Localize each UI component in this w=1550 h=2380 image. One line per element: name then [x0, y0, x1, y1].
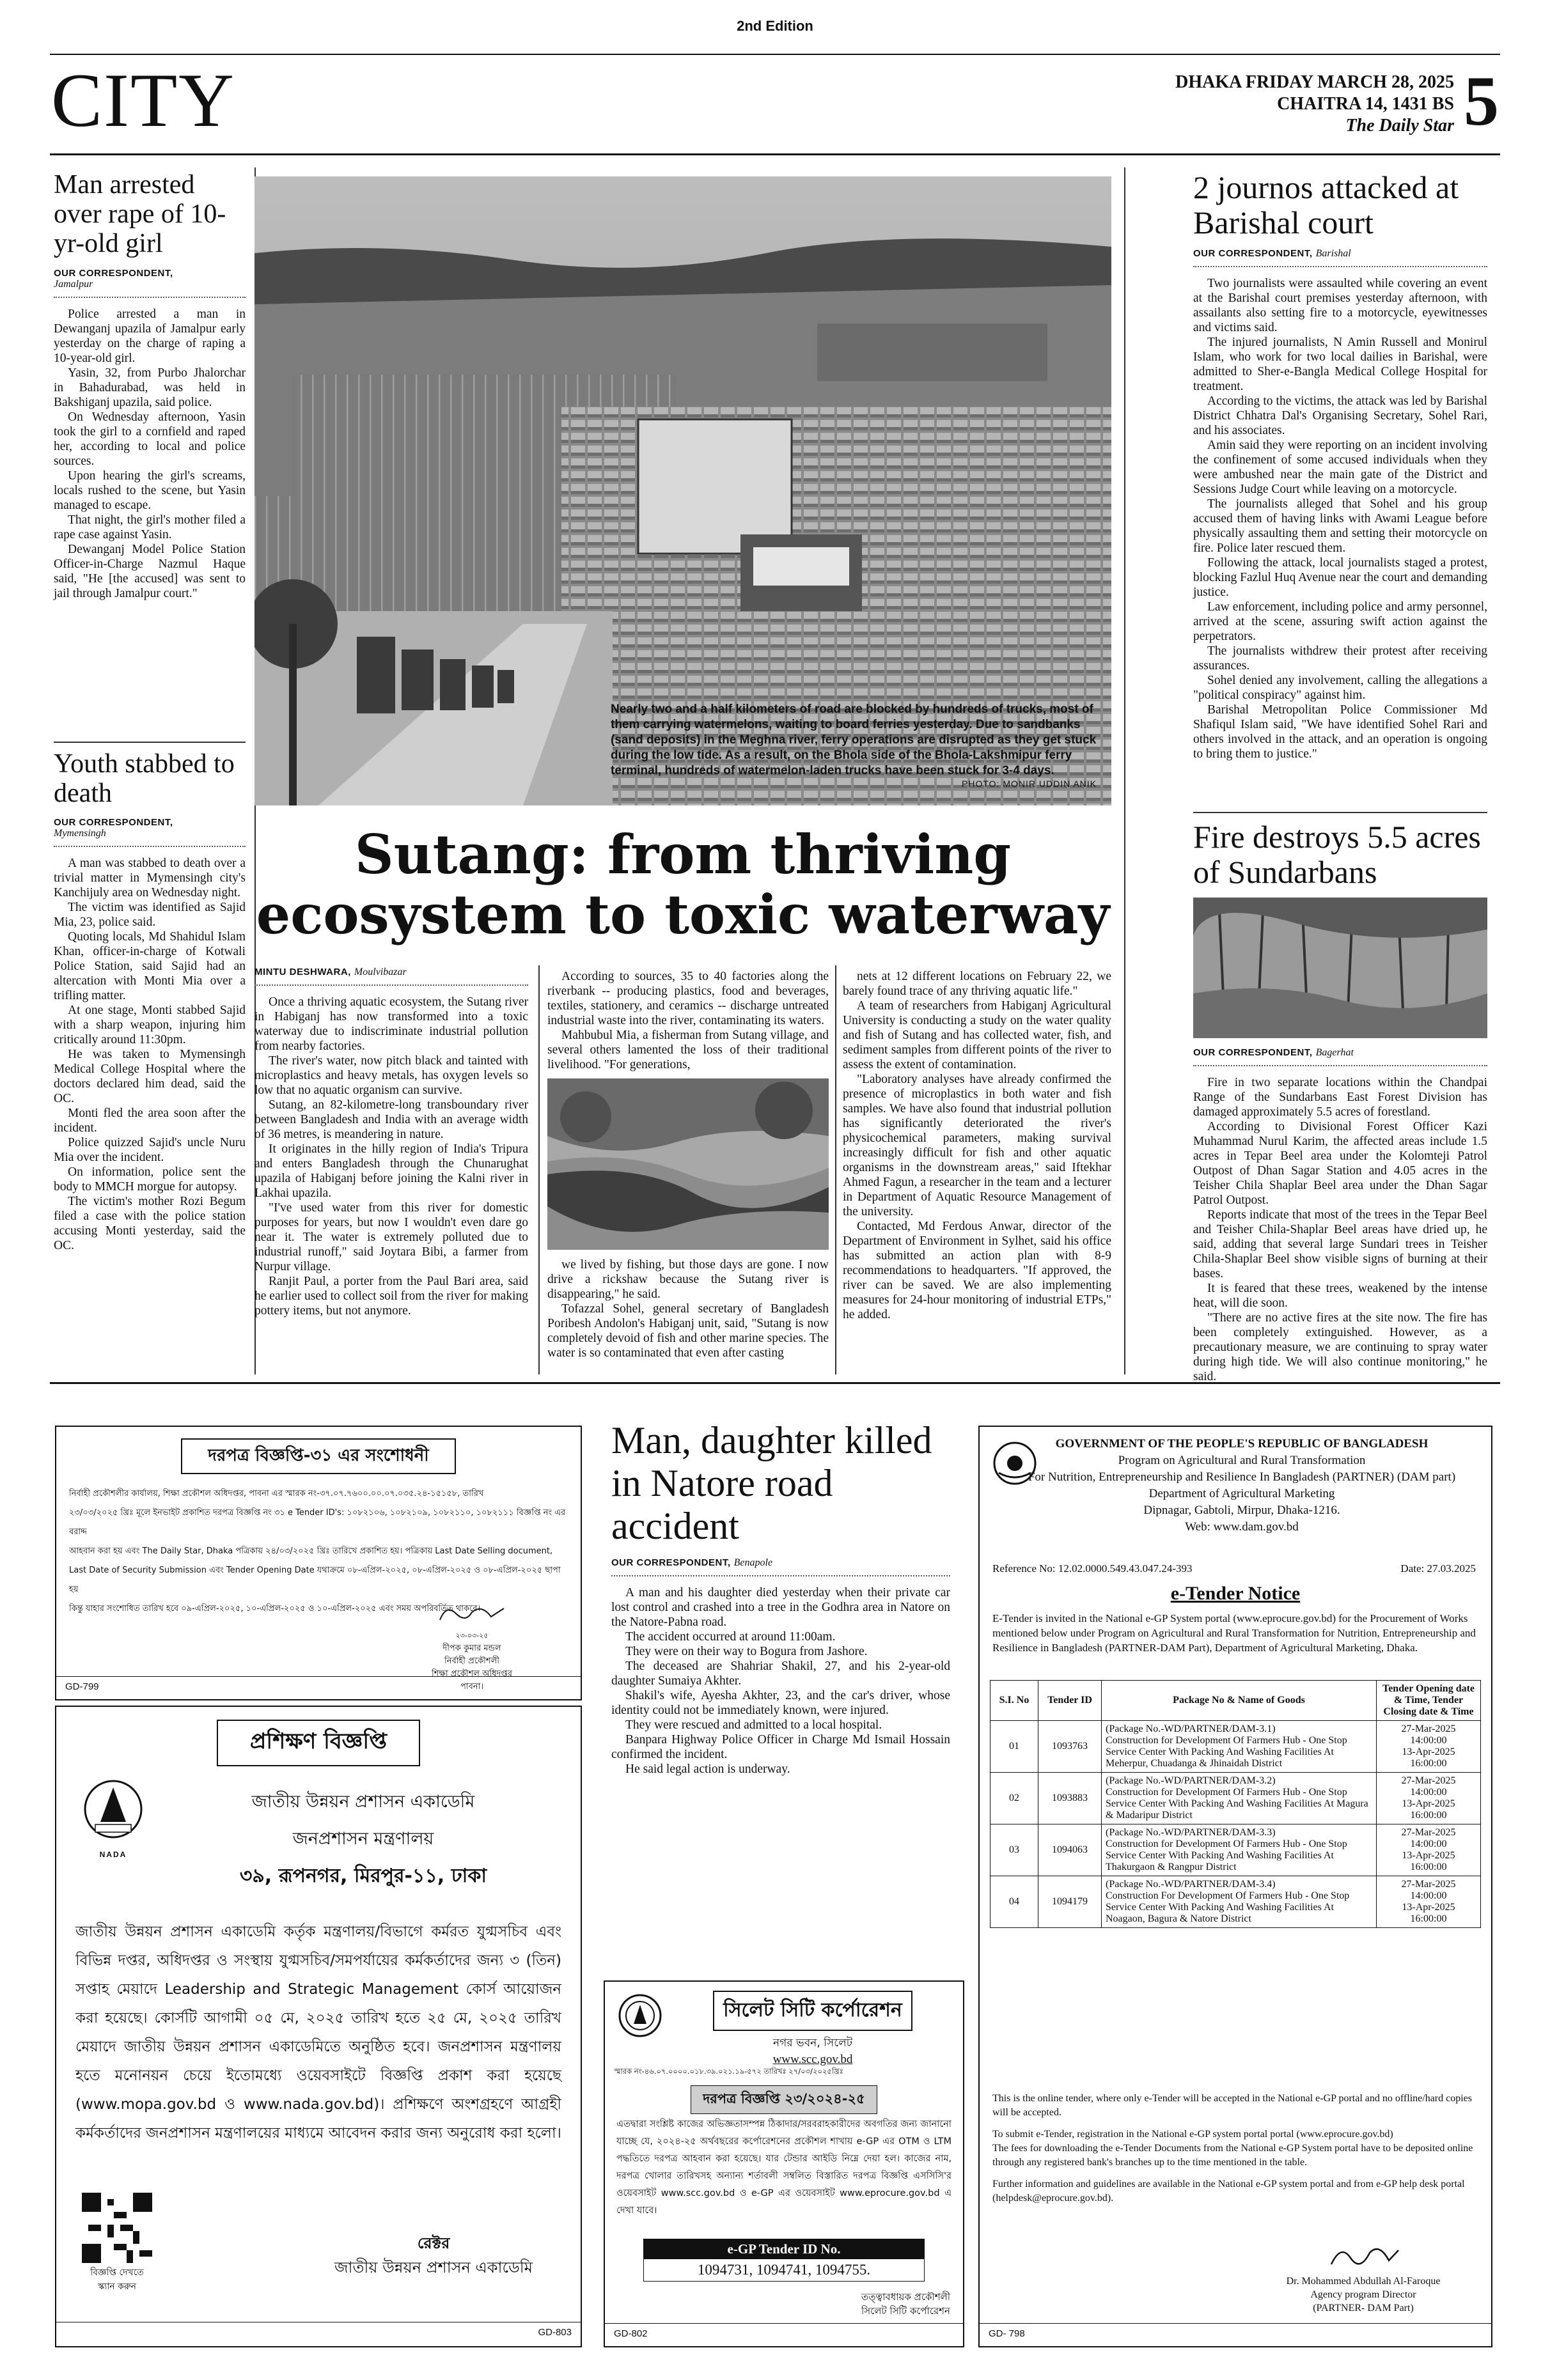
forest-photo [1193, 898, 1487, 1038]
masthead-rule [50, 153, 1500, 155]
ad-website[interactable]: www.scc.gov.bd [772, 2053, 853, 2066]
page-number: 5 [1464, 62, 1499, 140]
story-byline: OUR CORRESPONDENT, [54, 267, 173, 279]
column-rule [538, 965, 540, 1374]
ad-header: GOVERNMENT OF THE PEOPLE'S REPUBLIC OF BANGLADESH Program on Agricultural and Rural Transformation For Nutrition, Entrepreneurship and Resilience In Bangladesh (PARTNER) (DAM part) Department of Agricultural Marketing Dipnagar, Gabtoli, Mirpur, Dhaka-1216. Web: www.dam.gov.bd [1028, 1437, 1456, 1534]
signature-icon [1325, 2239, 1402, 2271]
qr-code-icon[interactable] [82, 2193, 152, 2263]
notice-date: Date: 27.03.2025 [1400, 1562, 1476, 1575]
divider [611, 1575, 950, 1576]
story-headline: Fire destroys 5.5 acres of Sundarbans [1193, 819, 1481, 890]
story-youth-stabbed [54, 749, 246, 1253]
ad-code: GD- 798 [989, 2328, 1025, 2339]
fold-rule [50, 1382, 1500, 1384]
table-row: 01 1093763 (Package No.-WD/PARTNER/DAM-3.1) Construction for Development Of Farmers Hub - One Stop Service Center With Packing And Washing Facilities At Meherpur, Chuadanga & Jhinaidah District 27-Mar-2025 14:00:00 13-Apr-2025 16:00:00 [990, 1721, 1481, 1773]
story-byline: MINTU DESHWARA, Moulvibazar [254, 967, 407, 977]
river-photo [547, 1078, 829, 1250]
table-row: 03 1094063 (Package No.-WD/PARTNER/DAM-3.3) Construction for Development Of Farmers Hub - One Stop Service Center With Packing And Washing Facilities At Thakurgaon & Rangpur District 27-Mar-2025 14:00:00 13-Apr-2025 16:00:00 [990, 1824, 1481, 1876]
sylhet-tender-ad [604, 1980, 964, 2347]
lead-headline: Sutang: from thriving ecosystem to toxic waterway [256, 823, 1110, 946]
edition-label: 2nd Edition [737, 18, 813, 34]
scc-logo [618, 1993, 662, 2041]
ad-header: জাতীয় উন্নয়ন প্রশাসন একাডেমি জনপ্রশাসন মন্ত্রণালয় ৩৯, রূপনগর, মিরপুর-১১, ঢাকা [239, 1792, 487, 1887]
story-byline: OUR CORRESPONDENT, Bagerhat [1193, 1047, 1354, 1058]
photo-caption-box [611, 702, 1097, 789]
table-row: 02 1093883 (Package No.-WD/PARTNER/DAM-3.2) Construction for Development Of Farmers Hub - One Stop Service Center With Packing And Washing Facilities At Magura & Madaripur District 27-Mar-2025 14:00:00 13-Apr-2025 16:00:00 [990, 1773, 1481, 1824]
tender-table [990, 1680, 1481, 1928]
paper-name: The Daily Star [1345, 116, 1454, 136]
story-headline: Man, daughter killed in Natore road accident [611, 1419, 932, 1548]
academy-logo-icon [81, 1777, 145, 1847]
story-headline: 2 journos attacked at Barishal court [1193, 169, 1459, 240]
ad-signature: ২৩-০৩-২৫ দীপক কুমার মন্ডল নির্বাহী প্রকৌশলী শিক্ষা প্রকৌশল অধিদপ্তর পাবনা। [389, 1601, 555, 1693]
ad-signature: রেক্টর জাতীয় উন্নয়ন প্রশাসন একাডেমি [334, 2234, 533, 2276]
lead-col-3: nets at 12 different locations on February 22, we barely found trace of any thriving aquatic life." A team of researchers from Habiganj Agricultural University is conducting a study on the water quality and fish of Sutang and has collected water, fish, and sediment samples from different points of the river to assess the extent of contamination. "Laboratory analyses have already confirmed the presence of microplastics in both water and fish samples. We have also found that industrial pollution has significantly deteriorated the river's physicochemical parameters, making survival increasingly difficult for fish and other aquatic organisms in the downstream areas," said Iftekhar Ahmed Fagun, a researcher in the team and a lecturer in Department of Aquatic Resource Management of the university. Contacted, Md Ferdous Anwar, director of the Department of Environment in Sylhet, said his office has submitted an action plan with 8-9 recommendations to headquarters. "If approved, the river can be saved. We are also implementing measures for 24-hour monitoring of industrial ETPs," he added. [843, 970, 1111, 1321]
story-natore-accident: Man, daughter killed in Natore road accident OUR CORRESPONDENT, Benapole A man and his daughter died yesterday when their private car lost control and crashed into a tree in the Godhra area in Natore on the Natore-Pabna road. The accident occurred at around 11:00am. They were on their way to Bogura from Jashore. The deceased are Shahriar Shakil, 27, and his 2-year-old daughter Sumaiya Akhter. Shakil's wife, Ayesha Akhter, 23, and the car's driver, whose identity could not be immediately known, were injured. They were rescued and admitted to a local hospital. Banpara Highway Police Officer in Charge Md Ismail Hossain confirmed the incident. He said legal action is underway. [611, 1419, 950, 1776]
column-rule [1124, 167, 1125, 1374]
ad-body: এতদ্বারা সংশ্লিষ্ট কাজের অভিজ্ঞতাসম্পন্ন ঠিকাদার/সরবরাহকারীদের অবগতির জন্য জানানো যাচ্ছে যে, ২০২৪-২৫ অর্থবছরের কর্পোরেশনের প্রকৌশল শাখায় e-GP এর OTM ও LTM পদ্ধতিতে দরপত্র আহবান করা হয়েছে। যার টেন্ডার আইডি নিম্নে দেয়া হল। কাজের নাম, দরপত্র খোলার তারিখসহ অন্যান্য শর্তাবলী সম্বলিত বিস্তারিত দরপত্র বিজ্ঞপ্তি এসসিসি'র ওয়েবসাইট www.scc.gov.bd ও e-GP এর ওয়েবসাইট www.eprocure.gov.bd এ দেখা যাবে। [616, 2119, 951, 2216]
lead-col-2: According to sources, 35 to 40 factories along the riverbank -- producing plastics, food and beverages, textiles, stationery, and ceramics -- discharge untreated industrial waste into the river, contaminating its waters. Mahbubul Mia, a fisherman from Sutang village, and several others lamented the loss of their traditional livelihood. "For generations, we lived by fishing, but those days are gone. I now drive a rickshaw because the Sutang river is disappearing," he said. Tofazzal Sohel, general secretary of Bangladesh Poribesh Andolon's Habiganj unit, said, "Sutang is now completely devoid of fish and other marine species. The water is so contaminated that even after casting [547, 970, 829, 1360]
divider [54, 846, 246, 847]
table-header-row: S.I. No Tender ID Package No & Name of Goods Tender Opening date & Time, Tender Closing date & Time [990, 1681, 1481, 1721]
story-byline: OUR CORRESPONDENT, [54, 817, 173, 828]
river-photo-image [547, 1078, 829, 1250]
story-body: A man was stabbed to death over a trivial matter in Mymensingh city's Kanchijuly area on Wednesday night. The victim was identified as Sajid Mia, 23, police said. Quoting locals, Md Shahidul Islam Khan, officer-in-charge of Kotwali Police Station, said Sajid had an altercation with Monti Mia over a trifling matter. At one stage, Monti stabbed Sajid with a sharp weapon, injuring him critically around 11:30pm. He was taken to Mymensingh Medical College Hospital where the doctors declared him dead, said the OC. Monti fled the area soon after the incident. Police quizzed Sajid's uncle Nuru Mia over the incident. On information, police sent the body to MMCH morgue for autopsy. The victim's mother Rozi Begum filed a case with the police station accusing Monti yesterday, said the OC. [54, 857, 246, 1253]
story-headline: Youth stabbed to death [54, 749, 235, 809]
story-byline: OUR CORRESPONDENT, Barishal [1193, 248, 1351, 259]
section-title: CITY [51, 58, 235, 143]
ad-signature: তত্ত্বাবধায়ক প্রকৌশলী সিলেট সিটি কর্পোরেশন [861, 2291, 950, 2317]
ad-title: দরপত্র বিজ্ঞপ্তি-৩১ এর সংশোধনী [181, 1438, 455, 1474]
ad-code: GD-802 [614, 2328, 648, 2339]
tender-table-wrap [990, 1680, 1481, 1928]
qr-block: বিজ্ঞপ্তি দেখতে স্ক্যান করুন [75, 2193, 159, 2294]
story-journos-attacked: 2 journos attacked at Barishal court OUR CORRESPONDENT, Barishal Two journalists were assaulted while covering an event at the Barishal court premises yesterday afternoon, with assailants also setting fire to a motorcycle, eyewitnesses and victims said. The injured journalists, N Amin Russell and Monirul Islam, who work for two local dailies in Barishal, were admitted to Sher-e-Bangla Medical College Hospital for treatment. According to the victims, the attack was led by Barishal District Chhatra Dal's Organising Secretary, Sohel Rari, and his associates. Amin said they were reporting on an incident involving the confinement of some accused individuals when they were ambushed near the main gate of the District and Sessions Judge Court while leaving on a motorcycle. The journalists alleged that Sohel and his group accused them of having links with Awami League before physically assaulting them and setting their motorcycle on fire. Police later rescued them. Following the attack, local journalists staged a protest, blocking Fazlul Huq Avenue near the court and demanding justice. Law enforcement, including police and army personnel, arrived at the scene, assuring swift action against the perpetrators. The journalists withdrew their protest after receiving assurances. Sohel denied any involvement, calling the allegations a "political conspiracy" against him. Barishal Metropolitan Police Commissioner Md Shafiqul Islam said, "We have identified Sohel Rari and others involved in the attack, and an operation is ongoing to bring them to justice." [1193, 169, 1487, 761]
ad-code: GD-803 [538, 2327, 572, 2338]
e-tender-notice-ad [978, 1426, 1492, 2347]
photo-caption: Nearly two and a half kilometers of road are blocked by hundreds of trucks, most of them carrying watermelons, waiting to board ferries yesterday. Due to sandbanks (sand deposits) in the Meghna river, ferry operations are disrupted as they get stuck during the low tide. As a result, on the Bhola side of the Bhola-Lakshmipur ferry terminal, hundreds of watermelon-laden trucks have been stuck for 3-4 days. [611, 703, 1097, 777]
ad-subtitle: নগর ভবন, সিলেট [773, 2037, 852, 2049]
ad-title: প্রশিক্ষণ বিজ্ঞপ্তি [217, 1720, 420, 1766]
divider [1193, 1065, 1487, 1066]
lead-col-1: MINTU DESHWARA, Moulvibazar Once a thriving aquatic ecosystem, the Sutang river in Habiganj has now transformed into a toxic waterway due to indiscriminate industrial pollution from nearby factories. The river's water, now pitch black and tainted with microplastics and heavy metals, has oxygen levels so low that no aquatic organism can survive. Sutang, an 82-kilometre-long transboundary river between Bangladesh and India with an average width of 36 metres, is meandering in nature. It originates in the hilly region of India's Tripura and enters Bangladesh through the Chunarughat upazila of Habiganj before joining the Kalni river in Lakhai upazila. "I've used water from this river for domestic purposes for years, but now I wouldn't even dare go near it. The water is extremely polluted due to industrial runoff," said Joytara Bibi, a farmer from Nurpur village. Ranjit Paul, a porter from the Paul Bari area, said he earlier used to collect soil from the river for making pottery items, but not anymore. [254, 967, 528, 1318]
story-rape-arrest [54, 170, 246, 601]
bangla-date: CHAITRA 14, 1431 BS [1277, 94, 1454, 114]
logo-text: NADA [99, 1850, 127, 1859]
notice-title: দরপত্র বিজ্ঞপ্তি ২৩/২০২৪-২৫ [691, 2085, 877, 2114]
nada-logo [78, 1777, 148, 1859]
city-corporation-logo-icon [618, 1993, 662, 2038]
training-notice-ad [55, 1706, 582, 2347]
divider [1193, 812, 1487, 813]
tender-amendment-ad [55, 1426, 582, 1700]
ad-body: জাতীয় উন্নয়ন প্রশাসন একাডেমি কর্তৃক মন্ত্রণালয়/বিভাগে কর্মরত যুগ্মসচিব এবং বিভিন্ন দপ্তর, অধিদপ্তর ও সংস্থায় যুগ্মসচিব/সমপর্যায়ের কর্মকর্তাদের জন্য ৩ (তিন) সপ্তাহ মেয়াদে Leadership and Strategic Management কোর্স আয়োজন করা হয়েছে। কোর্সটি আগামী ০৫ মে, ২০২৫ তারিখ হতে ২৫ মে, ২০২৫ তারিখ মেয়াদে জাতীয় উন্নয়ন প্রশাসন একাডেমিতে অনুষ্ঠিত হবে। জনপ্রশাসন মন্ত্রণালয় হতে মনোনয়ন চেয়ে ইতোমধ্যে ওয়েবসাইটে বিজ্ঞপ্তি প্রকাশ করা হয়েছে (www.mopa.gov.bd ও www.nada.gov.bd)। প্রশিক্ষণে অংশগ্রহণে আগ্রহী কর্মকর্তাদের জনপ্রশাসন মন্ত্রণালয়ের মাধ্যমে আবেদন করার জন্য অনুরোধ করা হলো। [75, 1924, 561, 2142]
story-headline: Man arrested over rape of 10-yr-old girl [54, 170, 226, 259]
notice-notes: This is the online tender, where only e-Tender will be accepted in the National e-GP portal and no offline/hard copies will be accepted. To submit e-Tender, registration in the National e-GP system portal portal (www.eprocure.gov.bd) The fees for downloading the e-Tender Documents from the National e-GP System portal have to be deposited online through any registered bank's branches up to the time mentioned in the table. Further information and guidelines are available in the National e-GP system portal and from e-GP help desk portal (helpdesk@eprocure.gov.bd). [992, 2093, 1473, 2204]
ad-body: নির্বাহী প্রকৌশলীর কার্যালয়, শিক্ষা প্রকৌশল অধিদপ্তর, পাবনা এর স্মারক নং-৩৭.০৭.৭৬০০.০০.০৭.০৩৫.২৪-১৫১৫৮, তারিখ ২৩/০৩/২০২৫ খ্রিঃ মূলে ইনভাইট প্রকাশিত দরপত্র বিজ্ঞপ্তি নং ৩১ e Tender ID's: ১০৮২১০৬, ১০৮২১০৯, ১০৮২১১০, ১০৮২১১১ বিজ্ঞপ্তি নং এর বরাদ্দ আহবান করা হয় এবং The Daily Star, Dhaka পত্রিকায় ২৪/০৩/২০২৫ খ্রিঃ তারিখে প্রকাশিত হয়। পত্রিকায় Last Date Selling document, Last Date of Security Submission এবং Tender Opening Date যথাক্রমে ০৮-এপ্রিল-২০২৫, ০৮-এপ্রিল-২০২৫ ও ০৮-এপ্রিল-২০২৫ ছাপা হয় কিন্তু যাহার সংশোধিত তারিখ হবে ০৯-এপ্রিল-২০২৫, ১০-এপ্রিল-২০২৫ ও ১০-এপ্রিল-২০২৫ এবং সময় অপরিবর্তিত থাকবে। [69, 1489, 566, 1614]
table-row: 04 1094179 (Package No.-WD/PARTNER/DAM-3.4) Construction For Development Of Farmers Hub - One Stop Service Center With Packing And Washing Facilities At Noagaon, Bagura & Natore District 27-Mar-2025 14:00:00 13-Apr-2025 16:00:00 [990, 1876, 1481, 1928]
dateline: DHAKA FRIDAY MARCH 28, 2025 [1175, 72, 1454, 92]
top-rule [50, 54, 1500, 55]
divider [1193, 266, 1487, 267]
notice-title: e-Tender Notice [1170, 1583, 1301, 1604]
ad-title: সিলেট সিটি কর্পোরেশন [713, 1991, 912, 2031]
story-body: Police arrested a man in Dewanganj upazila of Jamalpur early yesterday on the charge of raping a 10-year-old girl. Yasin, 32, from Purbo Jhalorchar in Bahadurabad, was held in Bakshiganj upazila, said police. On Wednesday afternoon, Yasin took the girl to a cornfield and raped her, according to local and police sources. Upon hearing the girl's screams, locals rushed to the scene, but Yasin managed to escape. That night, the girl's mother filed a rape case against Yasin. Dewanganj Model Police Station Officer-in-Charge Nazmul Haque said, "He [the accused] was sent to jail through Jamalpur court." [54, 307, 246, 600]
divider [54, 297, 246, 298]
story-byline: OUR CORRESPONDENT, Benapole [611, 1557, 773, 1568]
ad-signature: Dr. Mohammed Abdullah Al-Faroque Agency program Director (PARTNER- DAM Part) [1248, 2239, 1478, 2315]
story-location: Jamalpur [54, 278, 93, 290]
forest-photo-image [1193, 898, 1487, 1038]
notice-intro: E-Tender is invited in the National e-GP System portal (www.eprocure.gov.bd) for the Procurement of Works mentioned below under Program on Agricultural and Rural Transformation for Nutrition, Entrepreneurship and Resilience in Bangladesh (PARTNER-DAM Part), Department of Agricultural Marketing, Dhaka. [992, 1612, 1476, 1654]
reference-number: Reference No: 12.02.0000.549.43.047.24-393 [992, 1562, 1193, 1575]
story-location: Mymensingh [54, 828, 106, 839]
ad-code: GD-799 [65, 1681, 99, 1692]
tender-id-box: e-GP Tender ID No. 1094731, 1094741, 1094755. [643, 2239, 925, 2282]
signature-icon [434, 1601, 510, 1625]
column-rule [835, 965, 836, 1374]
story-sundarbans-fire: Fire destroys 5.5 acres of Sundarbans OUR CORRESPONDENT, Bagerhat Fire in two separate locations within the Chandpai Range of the Sundarbans East Forest Division has damaged approximately 5.5 acres of forestland. According to Divisional Forest Officer Kazi Muhammad Nurul Karim, the affected areas include 1.5 acres in Tepar Beel area under the Kolomteji Patrol Outpost of Dhan Sagar Station and 4.05 acres in the Teisher Chila Shaplar Beel area under the Dhan Sagar Patrol Outpost. Reports indicate that most of the trees in the Tepar Beel and Teisher Chila-Shaplar Beel areas have dried up, he said, adding that several large Sundari trees in Teisher Chila-Shaplar Beel show visible signs of burning at their bases. It is feared that these trees, weakened by the intense heat, will die soon. "There are no active fires at the site now. The fire has been completely extinguished. However, as a precautionary measure, we are continuing to spray water during high tide. We will also continue monitoring," he said. [1193, 819, 1487, 1383]
divider [254, 984, 528, 986]
ad-memo: স্মারক নং-৪৬.০৭.০০০০.০১৮.৩৯.০২১.১৯-৫৭২ তারিখঃ ২৭/০৩/২০২৫খ্রিঃ [614, 2067, 843, 2076]
photo-credit: PHOTO: MONIR UDDIN ANIK [962, 779, 1097, 789]
masthead-info [1175, 72, 1454, 137]
divider [54, 742, 246, 743]
